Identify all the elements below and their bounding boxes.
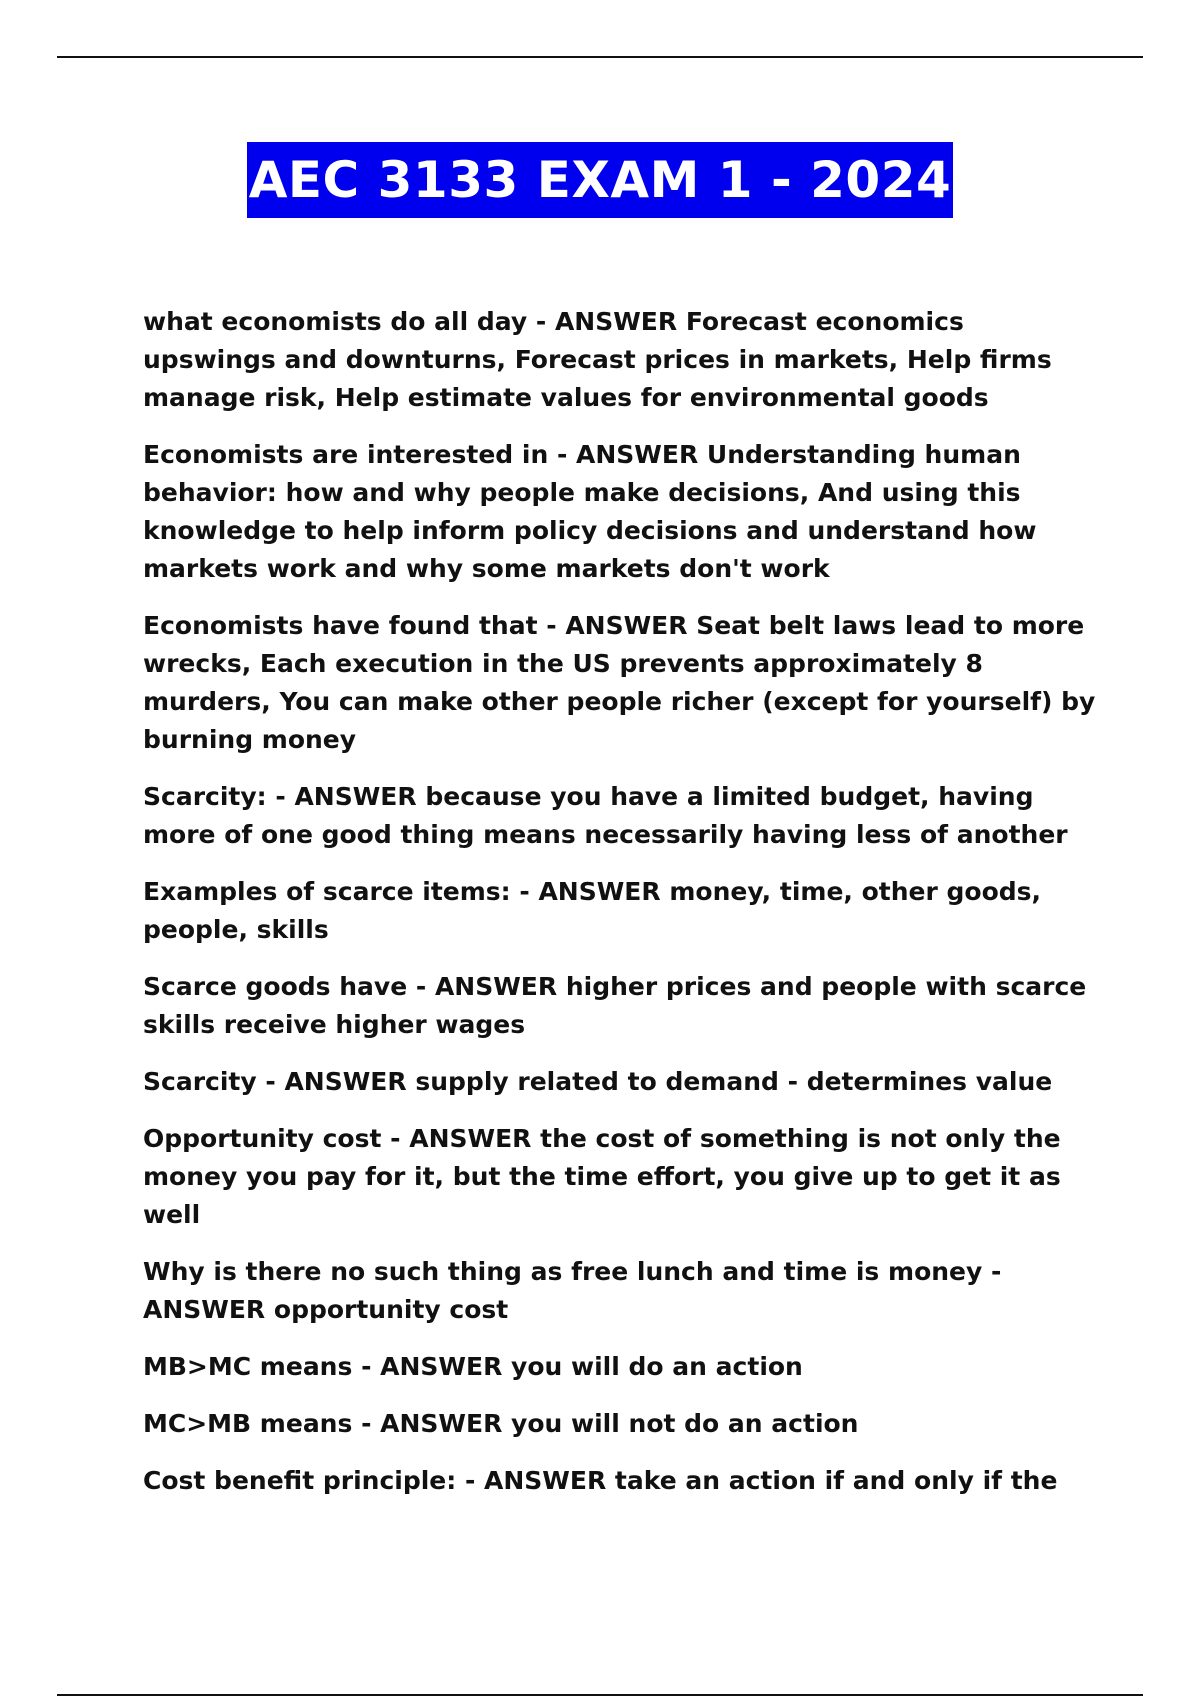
top-divider <box>57 56 1143 58</box>
qa-item <box>143 1253 1101 1329</box>
answer-separator: - ANSWER <box>266 782 426 811</box>
qa-item <box>143 1405 1101 1443</box>
question-text: Cost benefit principle: <box>143 1466 457 1495</box>
question-text: Economists are interested in <box>143 440 549 469</box>
qa-item <box>143 436 1101 588</box>
answer-text: Forecast economics upswings and downturns, Forecast prices in markets, Help firms manage risk, Help estimate values for environmental goods <box>143 307 1052 412</box>
question-text: Why is there no such thing as free lunch and time is money <box>143 1257 983 1286</box>
answer-separator: - ANSWER <box>381 1124 541 1153</box>
answer-text: take an action if and only if the <box>614 1466 1058 1495</box>
question-text: Scarce goods have <box>143 972 408 1001</box>
answer-separator: - ANSWER <box>548 440 707 469</box>
answer-separator: - ANSWER <box>256 1067 416 1096</box>
qa-item <box>143 1063 1101 1101</box>
document-title: AEC 3133 EXAM 1 - 2024 <box>247 142 954 218</box>
answer-text: opportunity cost <box>273 1295 509 1324</box>
question-text: Opportunity cost <box>143 1124 382 1153</box>
answer-text: Understanding human behavior: how and why people make decisions, And using this knowledge to help inform policy decisions and understand how markets work and why some markets don't work <box>143 440 1037 583</box>
question-text: MC>MB means <box>143 1409 353 1438</box>
answer-text: higher prices and people with scarce skills receive higher wages <box>143 972 1087 1039</box>
qa-item <box>143 1462 1101 1500</box>
bottom-divider <box>57 1694 1143 1696</box>
title-banner <box>0 142 1200 218</box>
answer-text: you will do an action <box>511 1352 803 1381</box>
answer-text: the cost of something is not only the money you pay for it, but the time effort, you give up to get it as well <box>143 1124 1061 1229</box>
answer-separator: - ANSWER <box>407 972 566 1001</box>
qa-item <box>143 968 1101 1044</box>
answer-separator: - ANSWER <box>352 1409 512 1438</box>
qa-item <box>143 607 1101 759</box>
qa-item <box>143 1348 1101 1386</box>
question-text: Scarcity: <box>143 782 267 811</box>
qa-item <box>143 778 1101 854</box>
answer-text: because you have a limited budget, having more of one good thing means necessarily having less of another <box>143 782 1068 849</box>
qa-list <box>143 303 1101 1519</box>
question-text: Examples of scarce items: <box>143 877 511 906</box>
question-text: what economists do all day <box>143 307 528 336</box>
answer-separator: - ANSWER <box>527 307 686 336</box>
answer-separator: - ANSWER <box>456 1466 615 1495</box>
answer-text: you will not do an action <box>511 1409 859 1438</box>
answer-text: supply related to demand - determines value <box>415 1067 1053 1096</box>
question-text: MB>MC means <box>143 1352 353 1381</box>
answer-text: Seat belt laws lead to more wrecks, Each execution in the US prevents approximately 8 murders, You can make other people richer (except for yourself) by burning money <box>143 611 1096 754</box>
question-text: Economists have found that <box>143 611 538 640</box>
qa-item <box>143 873 1101 949</box>
answer-separator: - ANSWER <box>352 1352 512 1381</box>
answer-separator: - ANSWER <box>143 1257 1002 1324</box>
answer-separator: - ANSWER <box>537 611 697 640</box>
qa-item <box>143 303 1101 417</box>
qa-item <box>143 1120 1101 1234</box>
answer-text: money, time, other goods, people, skills <box>143 877 1042 944</box>
question-text: Scarcity <box>143 1067 257 1096</box>
answer-separator: - ANSWER <box>510 877 670 906</box>
